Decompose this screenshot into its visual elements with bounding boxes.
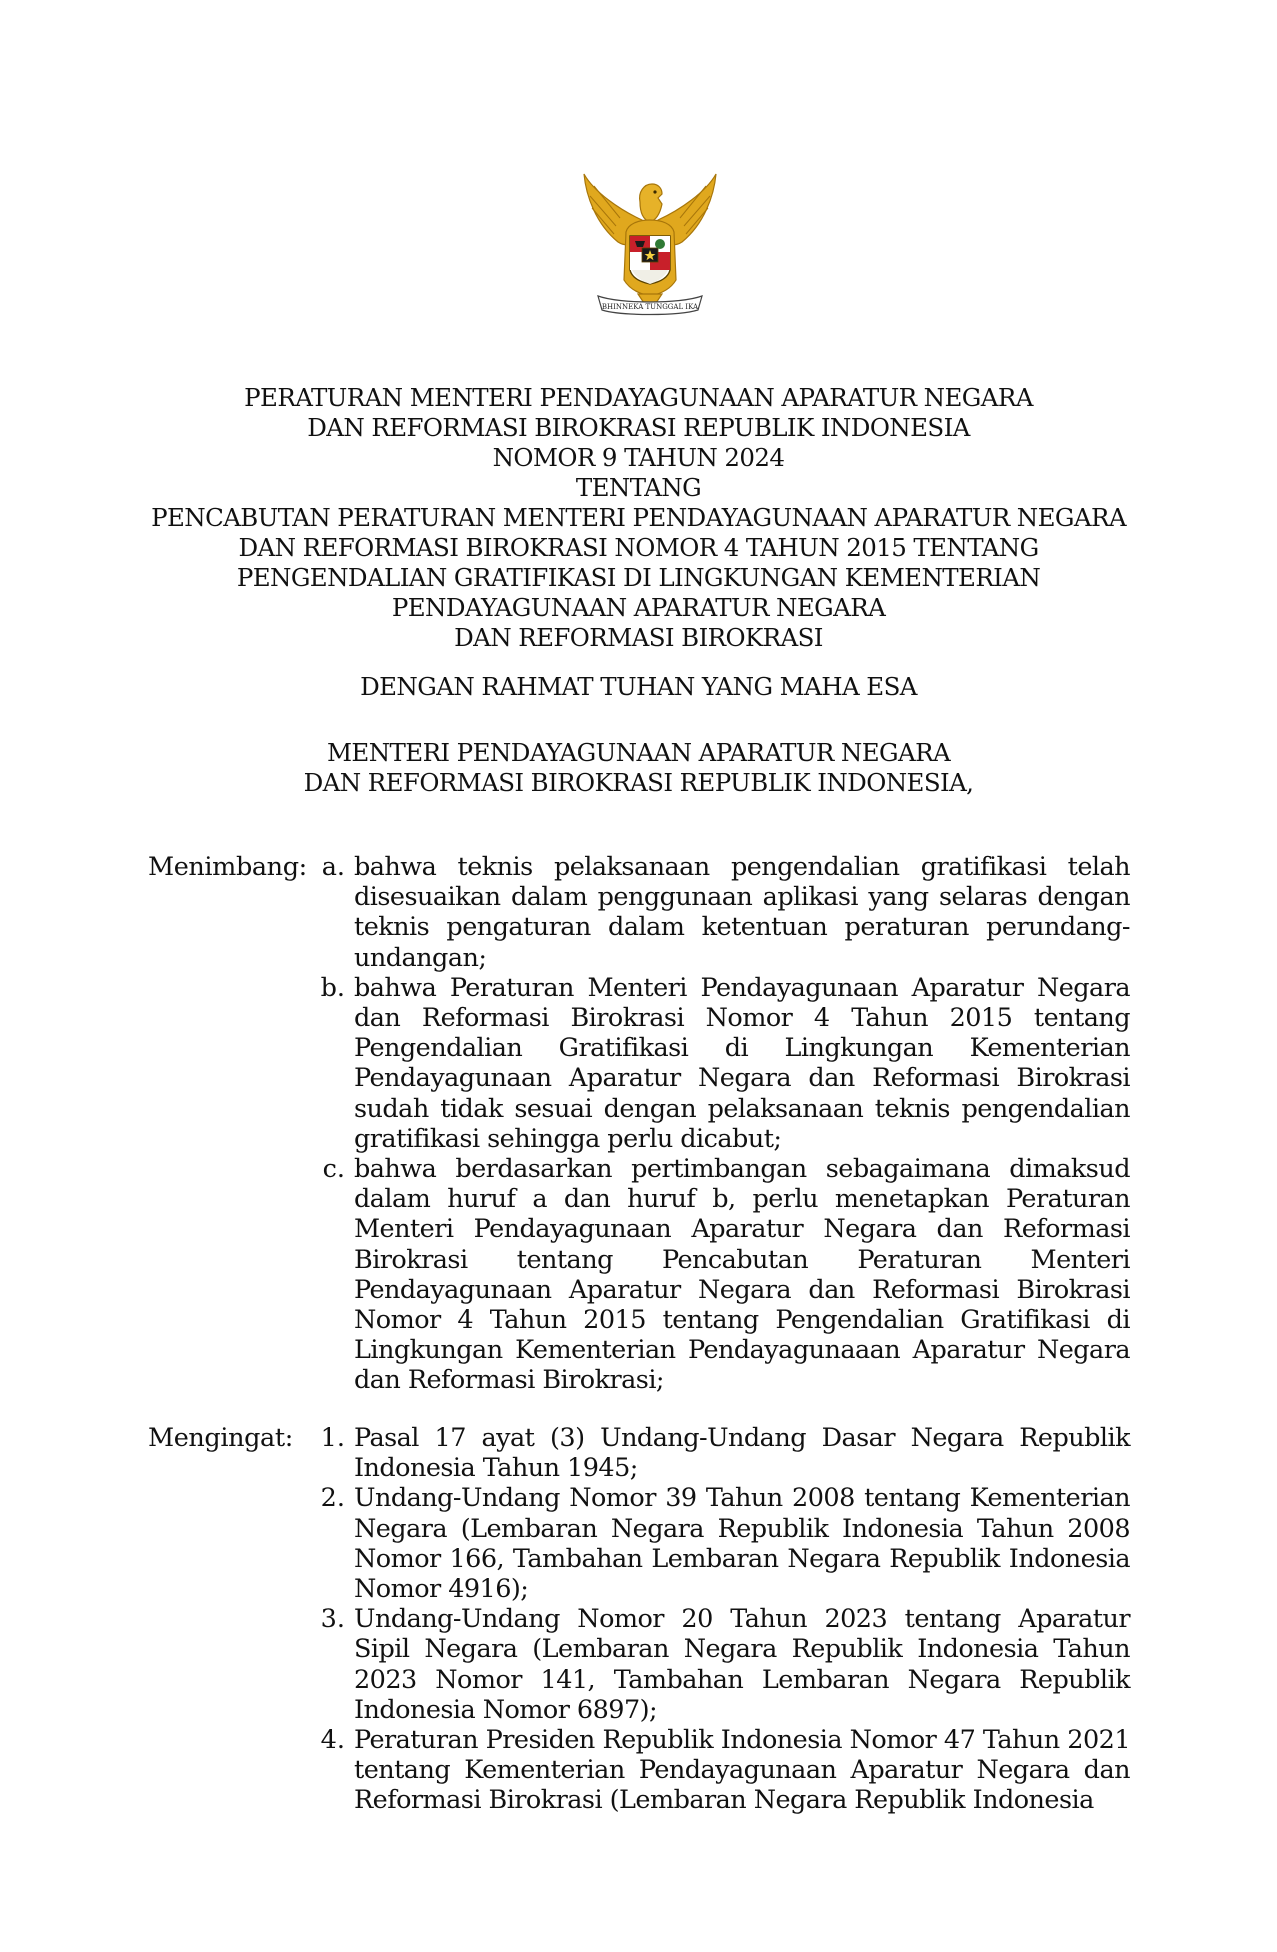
item-text: Peraturan Presiden Republik Indonesia Nomor 47 Tahun 2021 tentang Kementerian Pendayagunaan Aparatur Negara dan Reformasi Birokrasi (Lembaran Negara Republik Indonesia: [354, 1725, 1130, 1816]
menimbang-item: [320, 972, 1130, 1154]
item-marker: b.: [320, 972, 345, 1003]
regulation-title: [120, 383, 1157, 653]
invocation-text: DENGAN RAHMAT TUHAN YANG MAHA ESA: [360, 672, 917, 701]
item-text: bahwa berdasarkan pertimbangan sebagaimana dimaksud dalam huruf a dan huruf b, perlu menetapkan Peraturan Menteri Pendayagunaan Aparatur Negara dan Reformasi Birokrasi tentang Pencabutan Peraturan Menteri Pendayagunaan Aparatur Negara dan Reformasi Birokrasi Nomor 4 Tahun 2015 tentang Pengendalian Gratifikasi di Lingkungan Kementerian Pendayagunaaan Aparatur Negara dan Reformasi Birokrasi;: [354, 1154, 1130, 1396]
item-text: bahwa teknis pelaksanaan pengendalian gratifikasi telah disesuaikan dalam penggunaan aplikasi yang selaras dengan teknis pengaturan dalam ketentuan peraturan perundang-undangan;: [354, 852, 1130, 973]
title-line: PERATURAN MENTERI PENDAYAGUNAAN APARATUR NEGARA: [244, 383, 1033, 412]
title-line: TENTANG: [575, 473, 702, 502]
item-marker: c.: [322, 1154, 345, 1185]
garuda-pancasila-emblem-icon: [580, 172, 720, 322]
menimbang-item: [321, 852, 1130, 973]
menimbang-item: [322, 1154, 1130, 1396]
title-line: NOMOR 9 TAHUN 2024: [492, 443, 785, 472]
item-marker: 2.: [320, 1483, 345, 1514]
title-line: DAN REFORMASI BIROKRASI REPUBLIK INDONESIA: [307, 413, 970, 442]
mengingat-item: [320, 1725, 1130, 1816]
item-marker: a.: [321, 852, 345, 882]
title-line: PENGENDALIAN GRATIFIKASI DI LINGKUNGAN KEMENTERIAN: [236, 563, 1041, 592]
item-marker: 1.: [320, 1423, 345, 1453]
minister-line: MENTERI PENDAYAGUNAAN APARATUR NEGARA: [326, 738, 951, 767]
title-line: PENCABUTAN PERATURAN MENTERI PENDAYAGUNAAN APARATUR NEGARA: [151, 503, 1126, 532]
mengingat-label: Mengingat:: [148, 1423, 293, 1453]
title-line: DAN REFORMASI BIROKRASI: [454, 623, 823, 652]
title-line: DAN REFORMASI BIROKRASI NOMOR 4 TAHUN 2015 TENTANG: [238, 533, 1039, 562]
item-text: bahwa Peraturan Menteri Pendayagunaan Aparatur Negara dan Reformasi Birokrasi Nomor 4 Tahun 2015 tentang Pengendalian Gratifikasi di Lingkungan Kementerian Pendayagunaan Aparatur Negara dan Reformasi Birokrasi sudah tidak sesuai dengan pelaksanaan teknis pengendalian gratifikasi sehingga perlu dicabut;: [354, 972, 1130, 1154]
item-text: Undang-Undang Nomor 39 Tahun 2008 tentang Kementerian Negara (Lembaran Negara Republik Indonesia Tahun 2008 Nomor 166, Tambahan Lembaran Negara Republik Indonesia Nomor 4916);: [354, 1483, 1130, 1605]
minister-line: DAN REFORMASI BIROKRASI REPUBLIK INDONESIA,: [303, 768, 974, 797]
mengingat-item: [320, 1423, 1130, 1484]
item-text: Pasal 17 ayat (3) Undang-Undang Dasar Negara Republik Indonesia Tahun 1945;: [354, 1423, 1130, 1484]
item-marker: 4.: [320, 1725, 345, 1756]
invocation: [120, 672, 1157, 702]
title-line: PENDAYAGUNAAN APARATUR NEGARA: [391, 593, 886, 622]
menimbang-section: [148, 852, 1130, 1396]
item-marker: 3.: [320, 1604, 345, 1635]
item-text: Undang-Undang Nomor 20 Tahun 2023 tentang Aparatur Sipil Negara (Lembaran Negara Republik Indonesia Tahun 2023 Nomor 141, Tambahan Lembaran Negara Republik Indonesia Nomor 6897);: [354, 1604, 1130, 1725]
mengingat-item: [320, 1483, 1130, 1605]
minister-heading: [120, 738, 1157, 798]
emblem-motto: BHINNEKA TUNGGAL IKA: [601, 303, 699, 311]
menimbang-label: Menimbang:: [148, 852, 307, 882]
mengingat-item: [320, 1604, 1130, 1725]
mengingat-section: [148, 1423, 1130, 1816]
